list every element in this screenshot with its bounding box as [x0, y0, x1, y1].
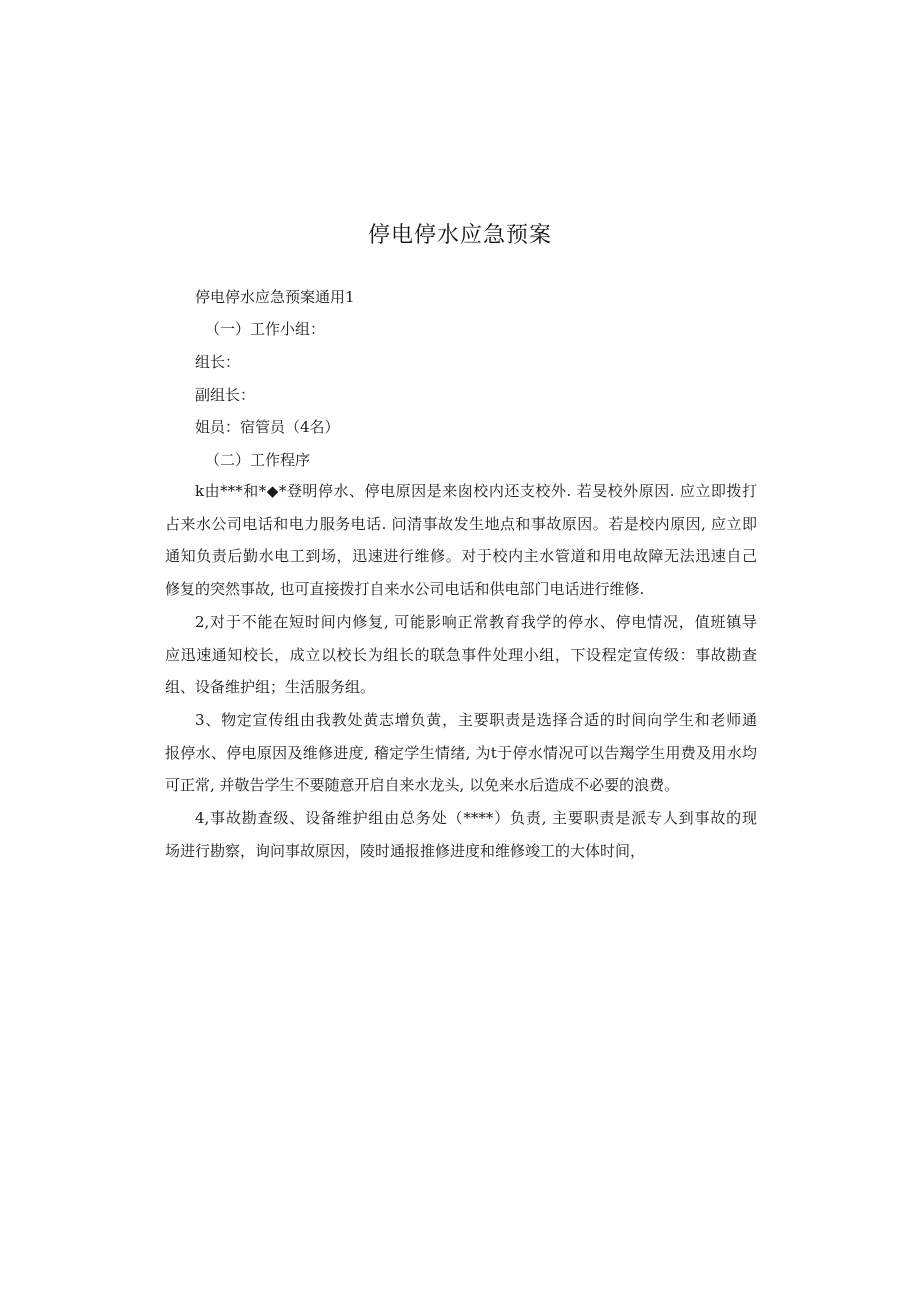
document-title: 停电停水应急预案: [367, 223, 552, 248]
paragraph-line: 3、物定宣传组由我教处黄志增负黄，主要职责是选择合适的时间向学生和老师通: [195, 711, 757, 729]
paragraph-line: 报停水、停电原因及维修进度, 稽定学生情绪, 为t于停水情况可以告羯学生用费及用水均: [165, 743, 757, 762]
paragraph-2: [165, 606, 757, 704]
paragraph-line: 2,对于不能在短时间内修复, 可能影响正常教育我学的停水、停电情况，值班镇导: [195, 613, 757, 631]
paragraph-line: 场进行勘察，询问事故原因，陵时通报推修进度和维修竣工的大体时间，: [165, 841, 646, 860]
paragraph-1: [165, 475, 757, 605]
paragraph-3: [165, 704, 757, 802]
paragraph-line: k由***和*◆*登明停水、停电原因是来囱校内还支校外. 若旻校外原因. 应立即拨打: [195, 482, 757, 500]
members-line: 姐员：宿管员（4名）: [195, 418, 340, 436]
paragraph-line: 可正常, 并敬告学生不要随意开启自来水龙头, 以免来水后造成不必要的浪费。: [165, 776, 680, 794]
leader-line: 组长：: [195, 353, 241, 371]
paragraph-line: 通知负责后勤水电工到场，迅速进行维修。对于校内主水管道和用电故障无法迅速自己: [165, 547, 757, 565]
paragraph-line: 占来水公司电话和电力服务电话. 问清事故发生地点和事故原因。若是校内原因, 应立即: [165, 514, 757, 533]
vice-leader-line: 副组长：: [195, 386, 256, 404]
paragraph-line: 修复的突然事故, 也可直接拨打自来水公司电话和供电部门电话进行维修.: [165, 579, 645, 598]
document-subtitle: 停电停水应急预案通用1: [195, 288, 355, 306]
paragraph-4: [165, 802, 757, 867]
paragraph-line: 组、设备维护组；生活服务组。: [165, 678, 376, 696]
section-heading-work-procedure: （二）工作程序: [205, 451, 311, 469]
paragraph-line: 应迅速通知校长，成立以校长为组长的联急事件处理小组，下设程定宣传级：事故勘查: [165, 645, 757, 664]
section-heading-work-group: （一）工作小组：: [205, 320, 326, 338]
paragraph-line: 4,事故勘查级、设备维护组由总务处（****）负责, 主要职责是派专人到事故的现: [195, 809, 757, 827]
